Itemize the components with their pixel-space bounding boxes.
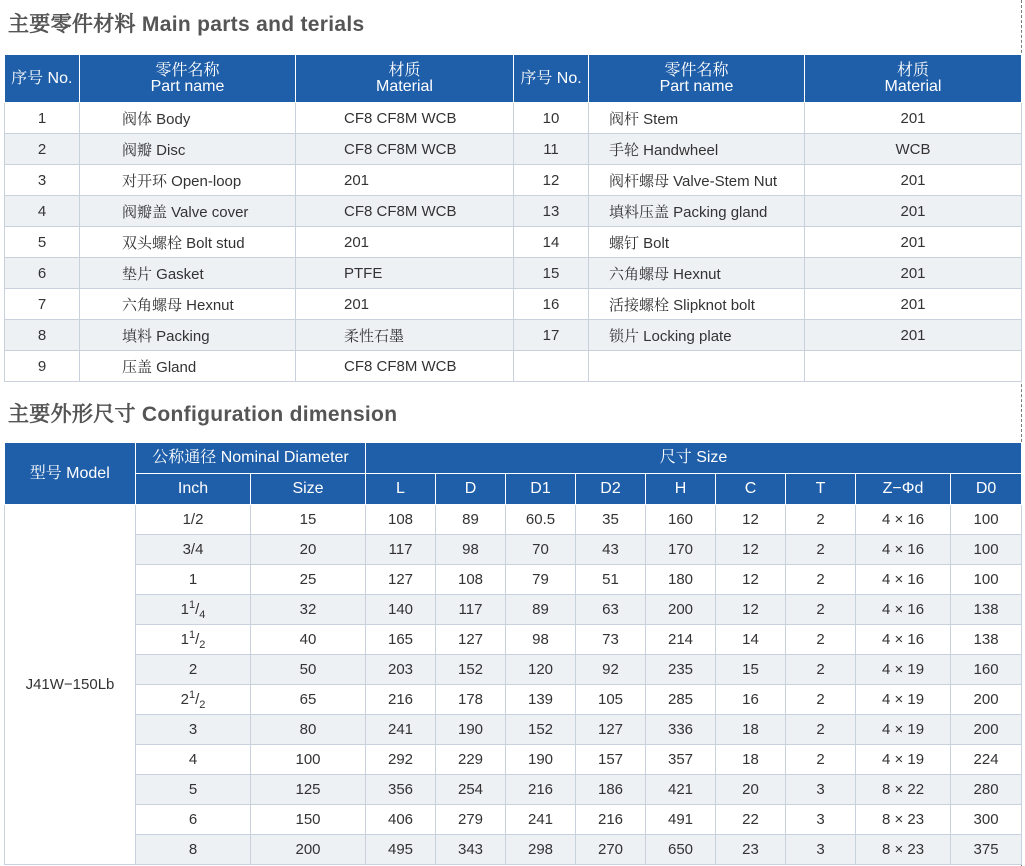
- size-cell: 32: [251, 595, 366, 625]
- part-name-cell: 锁片 Locking plate: [589, 320, 805, 351]
- part-name-cell: 双头螺栓 Bolt stud: [80, 227, 296, 258]
- c-cell: 12: [716, 595, 786, 625]
- parts-table: [4, 55, 1022, 382]
- part-no-cell: 5: [5, 227, 80, 258]
- d-cell: 108: [436, 565, 506, 595]
- d-cell: 343: [436, 835, 506, 865]
- part-material-cell: CF8 CF8M WCB: [296, 196, 514, 227]
- c-cell: 12: [716, 505, 786, 535]
- part-no-cell: 8: [5, 320, 80, 351]
- h-cell: 491: [646, 805, 716, 835]
- l-cell: 108: [366, 505, 436, 535]
- part-material-cell: 201: [805, 227, 1022, 258]
- h-cell: 235: [646, 655, 716, 685]
- t-cell: 3: [786, 775, 856, 805]
- size-cell: 100: [251, 745, 366, 775]
- d-cell: 279: [436, 805, 506, 835]
- part-material-cell: 201: [805, 103, 1022, 134]
- d0-cell: 138: [951, 595, 1022, 625]
- part-name-cell: 阀体 Body: [80, 103, 296, 134]
- d1-cell: 152: [506, 715, 576, 745]
- d1-cell: 60.5: [506, 505, 576, 535]
- inch-value: 1: [188, 571, 198, 588]
- header-L: L: [366, 474, 436, 505]
- dimension-table-row: [5, 595, 1022, 625]
- c-cell: 18: [716, 715, 786, 745]
- d0-cell: 224: [951, 745, 1022, 775]
- parts-table-row: [5, 134, 1022, 165]
- part-material-cell: 201: [805, 196, 1022, 227]
- d1-cell: 241: [506, 805, 576, 835]
- t-cell: 2: [786, 655, 856, 685]
- inch-cell: [136, 505, 251, 535]
- part-name-cell: 阀瓣盖 Valve cover: [80, 196, 296, 227]
- inch-value: 2: [188, 661, 198, 678]
- part-name-cell: 六角螺母 Hexnut: [80, 289, 296, 320]
- inch-numerator: 1: [188, 598, 196, 611]
- c-cell: 23: [716, 835, 786, 865]
- size-cell: 20: [251, 535, 366, 565]
- header-nominal-diameter: 公称通径 Nominal Diameter: [136, 443, 366, 474]
- d-cell: 178: [436, 685, 506, 715]
- d0-cell: 160: [951, 655, 1022, 685]
- z-phi-d-cell: 4 × 19: [856, 745, 951, 775]
- part-material-cell: 201: [805, 165, 1022, 196]
- inch-fraction-slash: /: [195, 630, 200, 648]
- part-name-cell: 阀瓣 Disc: [80, 134, 296, 165]
- l-cell: 165: [366, 625, 436, 655]
- part-material-cell: 201: [296, 165, 514, 196]
- d0-cell: 375: [951, 835, 1022, 865]
- part-name-cell: 手轮 Handwheel: [589, 134, 805, 165]
- z-phi-d-cell: 4 × 19: [856, 715, 951, 745]
- inch-cell: [136, 595, 251, 625]
- part-material-cell: 201: [296, 289, 514, 320]
- h-cell: 214: [646, 625, 716, 655]
- h-cell: 421: [646, 775, 716, 805]
- inch-value: 3: [188, 721, 198, 738]
- dimension-table-row: [5, 625, 1022, 655]
- size-cell: 15: [251, 505, 366, 535]
- inch-denominator: 2: [199, 638, 206, 651]
- c-cell: 12: [716, 565, 786, 595]
- t-cell: 3: [786, 805, 856, 835]
- header-C: C: [716, 474, 786, 505]
- d0-cell: 100: [951, 505, 1022, 535]
- h-cell: 170: [646, 535, 716, 565]
- h-cell: 285: [646, 685, 716, 715]
- d2-cell: 270: [576, 835, 646, 865]
- dimension-table-row: [5, 685, 1022, 715]
- d2-cell: 73: [576, 625, 646, 655]
- d-cell: 254: [436, 775, 506, 805]
- inch-numerator: 1: [188, 628, 196, 641]
- d-cell: 127: [436, 625, 506, 655]
- part-material-cell: CF8 CF8M WCB: [296, 134, 514, 165]
- header-no-right: 序号 No.: [514, 55, 589, 103]
- part-name-cell: 对开环 Open-loop: [80, 165, 296, 196]
- inch-denominator: 2: [199, 698, 206, 711]
- inch-cell: [136, 715, 251, 745]
- part-material-cell: WCB: [805, 134, 1022, 165]
- parts-table-row: [5, 289, 1022, 320]
- t-cell: 2: [786, 685, 856, 715]
- l-cell: 117: [366, 535, 436, 565]
- d1-cell: 216: [506, 775, 576, 805]
- header-H: H: [646, 474, 716, 505]
- d2-cell: 127: [576, 715, 646, 745]
- dimension-table-row: [5, 535, 1022, 565]
- header-inch: Inch: [136, 474, 251, 505]
- dimension-table-row: [5, 775, 1022, 805]
- dimension-table-row: [5, 715, 1022, 745]
- parts-table-row: [5, 227, 1022, 258]
- d0-cell: 300: [951, 805, 1022, 835]
- header-material-en-right: Material: [884, 77, 942, 95]
- header-material-right: [805, 55, 1022, 103]
- d2-cell: 216: [576, 805, 646, 835]
- inch-value: 6: [188, 811, 198, 828]
- header-model: 型号 Model: [5, 443, 136, 505]
- l-cell: 495: [366, 835, 436, 865]
- d1-cell: 98: [506, 625, 576, 655]
- z-phi-d-cell: 8 × 23: [856, 805, 951, 835]
- inch-fraction-slash: /: [195, 690, 200, 708]
- dimension-table-row: [5, 745, 1022, 775]
- parts-table-row: [5, 351, 1022, 382]
- part-material-cell: 201: [805, 258, 1022, 289]
- inch-whole: 1: [180, 630, 189, 648]
- part-no-cell: 17: [514, 320, 589, 351]
- inch-numerator: 1: [188, 688, 196, 701]
- z-phi-d-cell: 4 × 16: [856, 625, 951, 655]
- part-name-cell: 阀杆 Stem: [589, 103, 805, 134]
- c-cell: 14: [716, 625, 786, 655]
- header-material-cn: 材质: [388, 61, 421, 79]
- d0-cell: 200: [951, 715, 1022, 745]
- c-cell: 12: [716, 535, 786, 565]
- dimension-table-row: [5, 805, 1022, 835]
- t-cell: 2: [786, 715, 856, 745]
- part-material-cell: 201: [805, 289, 1022, 320]
- size-cell: 150: [251, 805, 366, 835]
- parts-table-row: [5, 320, 1022, 351]
- t-cell: 2: [786, 745, 856, 775]
- h-cell: 336: [646, 715, 716, 745]
- part-name-cell: 六角螺母 Hexnut: [589, 258, 805, 289]
- part-material-cell: 201: [296, 227, 514, 258]
- d1-cell: 79: [506, 565, 576, 595]
- l-cell: 292: [366, 745, 436, 775]
- l-cell: 216: [366, 685, 436, 715]
- l-cell: 127: [366, 565, 436, 595]
- part-material-cell: PTFE: [296, 258, 514, 289]
- header-material: [296, 55, 514, 103]
- d-cell: 98: [436, 535, 506, 565]
- size-cell: 80: [251, 715, 366, 745]
- header-Z-phi-d: Z−Φd: [856, 474, 951, 505]
- part-name-cell: 垫片 Gasket: [80, 258, 296, 289]
- d-cell: 229: [436, 745, 506, 775]
- dimension-header-row-1: [5, 443, 1022, 474]
- h-cell: 160: [646, 505, 716, 535]
- model-cell: J41W−150Lb: [5, 505, 136, 865]
- dimension-table-row: [5, 835, 1022, 865]
- part-no-cell: 16: [514, 289, 589, 320]
- dimension-table-row: [5, 505, 1022, 535]
- d2-cell: 157: [576, 745, 646, 775]
- inch-cell: [136, 685, 251, 715]
- header-size: Size: [251, 474, 366, 505]
- part-no-cell: 6: [5, 258, 80, 289]
- inch-cell: [136, 775, 251, 805]
- d2-cell: 35: [576, 505, 646, 535]
- header-part-name-cn: 零件名称: [155, 61, 220, 79]
- h-cell: 180: [646, 565, 716, 595]
- size-cell: 65: [251, 685, 366, 715]
- part-no-cell: 3: [5, 165, 80, 196]
- part-name-cell: 螺钉 Bolt: [589, 227, 805, 258]
- inch-cell: [136, 655, 251, 685]
- d0-cell: 200: [951, 685, 1022, 715]
- l-cell: 356: [366, 775, 436, 805]
- header-material-cn-right: 材质: [896, 61, 929, 79]
- d1-cell: 298: [506, 835, 576, 865]
- parts-table-row: [5, 165, 1022, 196]
- d0-cell: 280: [951, 775, 1022, 805]
- parts-table-row: [5, 196, 1022, 227]
- c-cell: 22: [716, 805, 786, 835]
- inch-value: 5: [188, 781, 198, 798]
- inch-fraction-slash: /: [195, 600, 200, 618]
- d2-cell: 51: [576, 565, 646, 595]
- z-phi-d-cell: 4 × 16: [856, 595, 951, 625]
- h-cell: 200: [646, 595, 716, 625]
- inch-value: 1/2: [182, 511, 204, 528]
- d1-cell: 120: [506, 655, 576, 685]
- t-cell: 2: [786, 505, 856, 535]
- z-phi-d-cell: 4 × 19: [856, 655, 951, 685]
- part-no-cell: 4: [5, 196, 80, 227]
- dimension-header-row-2: [5, 474, 1022, 505]
- header-D1: D1: [506, 474, 576, 505]
- d2-cell: 92: [576, 655, 646, 685]
- l-cell: 203: [366, 655, 436, 685]
- size-cell: 40: [251, 625, 366, 655]
- t-cell: 2: [786, 625, 856, 655]
- inch-cell: [136, 625, 251, 655]
- z-phi-d-cell: 4 × 19: [856, 685, 951, 715]
- part-material-cell: [805, 351, 1022, 382]
- c-cell: 18: [716, 745, 786, 775]
- inch-cell: [136, 535, 251, 565]
- c-cell: 15: [716, 655, 786, 685]
- header-D: D: [436, 474, 506, 505]
- dimension-section-title: 主要外形尺寸 Configuration dimension: [8, 403, 398, 426]
- part-material-cell: CF8 CF8M WCB: [296, 351, 514, 382]
- inch-value: 8: [188, 841, 198, 858]
- h-cell: 357: [646, 745, 716, 775]
- part-no-cell: 14: [514, 227, 589, 258]
- header-part-name-en: Part name: [150, 77, 225, 95]
- z-phi-d-cell: 4 × 16: [856, 565, 951, 595]
- parts-header-row: [5, 55, 1022, 103]
- size-cell: 50: [251, 655, 366, 685]
- part-no-cell: 2: [5, 134, 80, 165]
- part-no-cell: 10: [514, 103, 589, 134]
- parts-table-row: [5, 258, 1022, 289]
- l-cell: 406: [366, 805, 436, 835]
- d1-cell: 89: [506, 595, 576, 625]
- inch-cell: [136, 805, 251, 835]
- part-material-cell: 柔性石墨: [296, 320, 514, 351]
- part-material-cell: 201: [805, 320, 1022, 351]
- parts-table-row: [5, 103, 1022, 134]
- d2-cell: 105: [576, 685, 646, 715]
- inch-cell: [136, 565, 251, 595]
- part-no-cell: 13: [514, 196, 589, 227]
- z-phi-d-cell: 4 × 16: [856, 505, 951, 535]
- header-T: T: [786, 474, 856, 505]
- part-no-cell: 9: [5, 351, 80, 382]
- part-no-cell: 1: [5, 103, 80, 134]
- d1-cell: 190: [506, 745, 576, 775]
- part-no-cell: 7: [5, 289, 80, 320]
- dimension-table-row: [5, 565, 1022, 595]
- part-no-cell: [514, 351, 589, 382]
- inch-whole: 2: [180, 690, 189, 708]
- d2-cell: 43: [576, 535, 646, 565]
- inch-whole: 1: [180, 600, 189, 618]
- inch-denominator: 4: [199, 608, 206, 621]
- part-name-cell: 活接螺栓 Slipknot bolt: [589, 289, 805, 320]
- t-cell: 2: [786, 535, 856, 565]
- part-name-cell: 填料压盖 Packing gland: [589, 196, 805, 227]
- inch-value: 3/4: [182, 541, 204, 558]
- header-size-group: 尺寸 Size: [366, 443, 1022, 474]
- d0-cell: 138: [951, 625, 1022, 655]
- c-cell: 20: [716, 775, 786, 805]
- part-no-cell: 11: [514, 134, 589, 165]
- h-cell: 650: [646, 835, 716, 865]
- header-D2: D2: [576, 474, 646, 505]
- z-phi-d-cell: 8 × 22: [856, 775, 951, 805]
- part-name-cell: 压盖 Gland: [80, 351, 296, 382]
- c-cell: 16: [716, 685, 786, 715]
- d-cell: 89: [436, 505, 506, 535]
- d2-cell: 186: [576, 775, 646, 805]
- d1-cell: 70: [506, 535, 576, 565]
- header-part-name: [80, 55, 296, 103]
- part-name-cell: 阀杆螺母 Valve-Stem Nut: [589, 165, 805, 196]
- part-no-cell: 15: [514, 258, 589, 289]
- d-cell: 152: [436, 655, 506, 685]
- d0-cell: 100: [951, 535, 1022, 565]
- part-name-cell: 填料 Packing: [80, 320, 296, 351]
- header-part-name-cn-right: 零件名称: [664, 61, 729, 79]
- l-cell: 241: [366, 715, 436, 745]
- part-name-cell: [589, 351, 805, 382]
- header-material-en: Material: [376, 77, 433, 95]
- dimension-table: [4, 443, 1022, 865]
- d1-cell: 139: [506, 685, 576, 715]
- part-no-cell: 12: [514, 165, 589, 196]
- inch-cell: [136, 745, 251, 775]
- part-material-cell: CF8 CF8M WCB: [296, 103, 514, 134]
- size-cell: 125: [251, 775, 366, 805]
- t-cell: 2: [786, 565, 856, 595]
- header-part-name-right: [589, 55, 805, 103]
- header-part-name-en-right: Part name: [659, 77, 734, 95]
- d-cell: 117: [436, 595, 506, 625]
- d0-cell: 100: [951, 565, 1022, 595]
- t-cell: 3: [786, 835, 856, 865]
- d-cell: 190: [436, 715, 506, 745]
- t-cell: 2: [786, 595, 856, 625]
- header-no: 序号 No.: [5, 55, 80, 103]
- l-cell: 140: [366, 595, 436, 625]
- parts-section-title: 主要零件材料 Main parts and terials: [8, 13, 365, 36]
- z-phi-d-cell: 4 × 16: [856, 535, 951, 565]
- inch-cell: [136, 835, 251, 865]
- z-phi-d-cell: 8 × 23: [856, 835, 951, 865]
- dimension-table-row: [5, 655, 1022, 685]
- size-cell: 25: [251, 565, 366, 595]
- header-D0: D0: [951, 474, 1022, 505]
- size-cell: 200: [251, 835, 366, 865]
- d2-cell: 63: [576, 595, 646, 625]
- inch-value: 4: [188, 751, 198, 768]
